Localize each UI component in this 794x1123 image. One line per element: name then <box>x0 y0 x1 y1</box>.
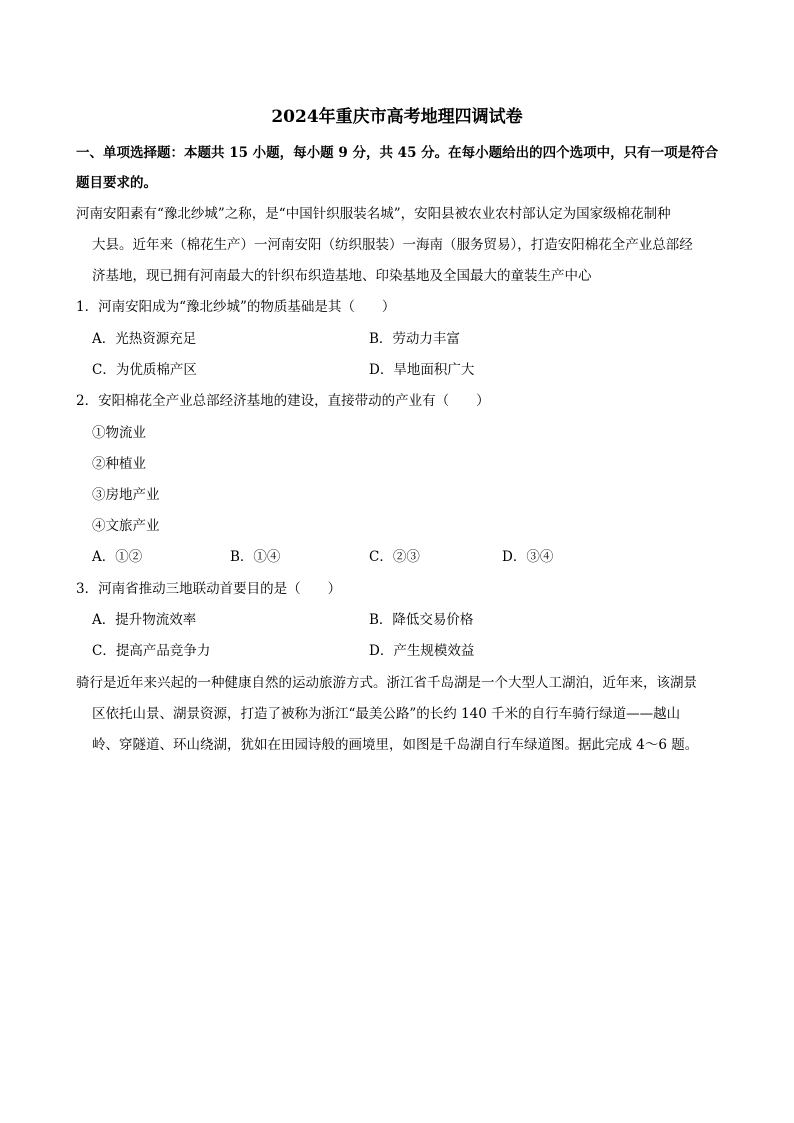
question-1-stem: 1．河南安阳成为“豫北纱城”的物质基础是其（ ） <box>76 299 396 315</box>
question-1-option-a: A．光热资源充足 <box>92 331 197 347</box>
question-1-option-b: B．劳动力丰富 <box>369 331 460 347</box>
question-3-option-b: B．降低交易价格 <box>369 612 474 628</box>
passage1-line-3: 济基地，现已拥有河南最大的针织布织造基地、印染基地及全国最大的童装生产中心 <box>92 268 592 284</box>
question-3-option-c: C．提高产品竞争力 <box>92 643 211 659</box>
question-2-option-a: A．①② <box>92 549 143 565</box>
question-2-option-b: B．①④ <box>230 549 281 565</box>
question-3-option-a: A．提升物流效率 <box>92 612 197 628</box>
question-2-item-3: ③房地产业 <box>92 487 160 503</box>
section-header-line-2: 题目要求的。 <box>76 175 157 191</box>
question-1-option-c: C．为优质棉产区 <box>92 362 197 378</box>
passage1-line-2: 大县。近年来（棉花生产）一河南安阳（纺织服装）一海南（服务贸易），打造安阳棉花全产业总部经 <box>92 237 693 253</box>
question-3-stem: 3．河南省推动三地联动首要目的是（ ） <box>76 581 342 597</box>
question-2-stem: 2．安阳棉花全产业总部经济基地的建设，直接带动的产业有（ ） <box>76 393 490 409</box>
section-header-line-1: 一、单项选择题：本题共 15 小题，每小题 9 分，共 45 分。在每小题给出的四个选项中，只有一项是符合 <box>76 145 719 161</box>
passage1-line-1: 河南安阳素有“豫北纱城”之称，是“中国针织服装名城”，安阳县被农业农村部认定为国家级棉花制种 <box>76 206 671 222</box>
passage2-line-3: 岭、穿隧道、环山绕湖，犹如在田园诗般的画境里，如图是千岛湖自行车绿道图。据此完成 4～6 题。 <box>92 737 699 753</box>
page-title: 2024年重庆市高考地理四调试卷 <box>271 107 523 127</box>
passage2-line-1: 骑行是近年来兴起的一种健康自然的运动旅游方式。浙江省千岛湖是一个大型人工湖泊，近年来，该湖景 <box>76 675 697 691</box>
passage2-line-2: 区依托山景、湖景资源，打造了被称为浙江“最美公路”的长约 140 千米的自行车骑行绿道——越山 <box>92 706 681 722</box>
question-3-option-d: D．产生规模效益 <box>369 643 475 659</box>
question-1-option-d: D．旱地面积广大 <box>369 362 475 378</box>
question-2-option-d: D．③④ <box>502 549 554 565</box>
question-2-option-c: C．②③ <box>369 549 420 565</box>
question-2-item-4: ④文旅产业 <box>92 518 160 534</box>
question-2-item-2: ②种植业 <box>92 456 146 472</box>
question-2-item-1: ①物流业 <box>92 425 146 441</box>
